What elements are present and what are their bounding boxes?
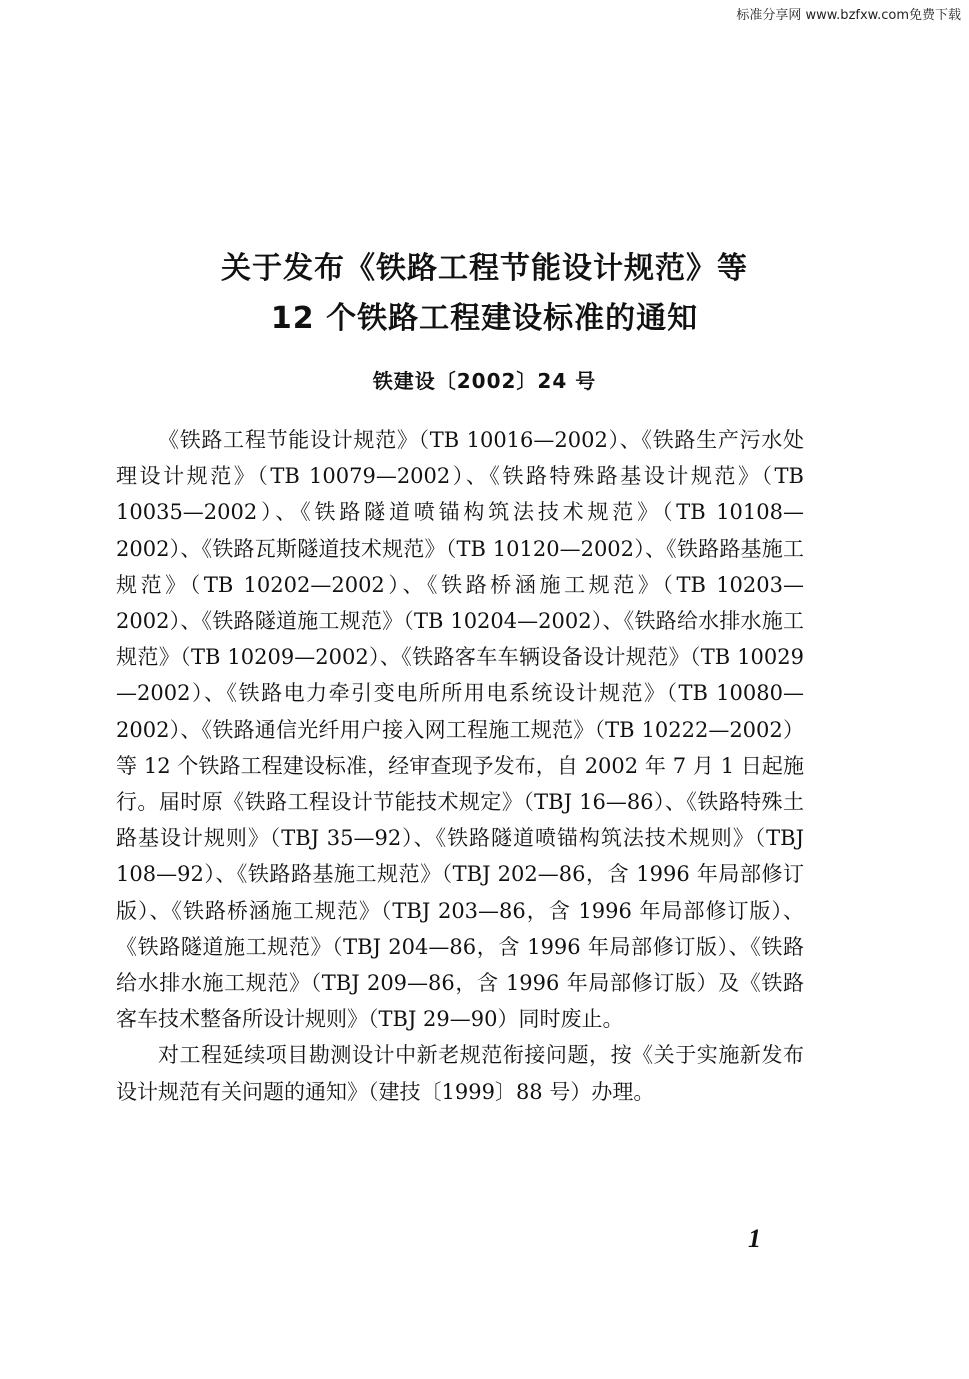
title-line-1: 关于发布《铁路工程节能设计规范》等 <box>221 251 748 286</box>
body-paragraph-1: 《铁路工程节能设计规范》（TB 10016—2002）、《铁路生产污水处理设计规范》（TB 10079—2002）、《铁路特殊路基设计规范》（TB 10035—2002）、《铁路隧道喷锚构筑法技术规范》（TB 10108—2002）、《铁路瓦斯隧道技术规范》（TB 10120—2002）、《铁路路基施工规范》（TB 10202—2002）、《铁路桥涵施工规范》（TB 10203—2002）、《铁路隧道施工规范》（TB 10204—2002）、《铁路给水排水施工规范》（TB 10209—2002）、《铁路客车车辆设备设计规范》（TB 10029—2002）、《铁路电力牵引变电所所用电系统设计规范》（TB 10080—2002）、《铁路通信光纤用户接入网工程施工规范》（TB 10222—2002）等 12 个铁路工程建设标准，经审查现予发布，自 2002 年 7 月 1 日起施行。届时原《铁路工程设计节能技术规定》（TBJ 16—86）、《铁路特殊土路基设计规则》（TBJ 35—92）、《铁路隧道喷锚构筑法技术规则》（TBJ 108—92）、《铁路路基施工规范》（TBJ 202—86，含 1996 年局部修订版）、《铁路桥涵施工规范》（TBJ 203—86，含 1996 年局部修订版）、《铁路隧道施工规范》（TBJ 204—86，含 1996 年局部修订版）、《铁路给水排水施工规范》（TBJ 209—86，含 1996 年局部修订版）及《铁路客车技术整备所设计规则》（TBJ 29—90）同时废止。 <box>116 428 804 1032</box>
document-number: 铁建设〔2002〕24 号 <box>372 369 597 393</box>
title-line-2: 12 个铁路工程建设标准的通知 <box>270 301 699 336</box>
body-paragraph-2: 对工程延续项目勘测设计中新老规范衔接问题，按《关于实施新发布设计规范有关问题的通知》（建技〔1999〕88 号）办理。 <box>116 1043 804 1104</box>
page-number: 1 <box>748 1224 761 1253</box>
document-title <box>0 244 969 344</box>
document-body <box>116 422 804 1110</box>
watermark-text: 标准分享网 www.bzfxw.com免费下载 <box>736 8 961 23</box>
